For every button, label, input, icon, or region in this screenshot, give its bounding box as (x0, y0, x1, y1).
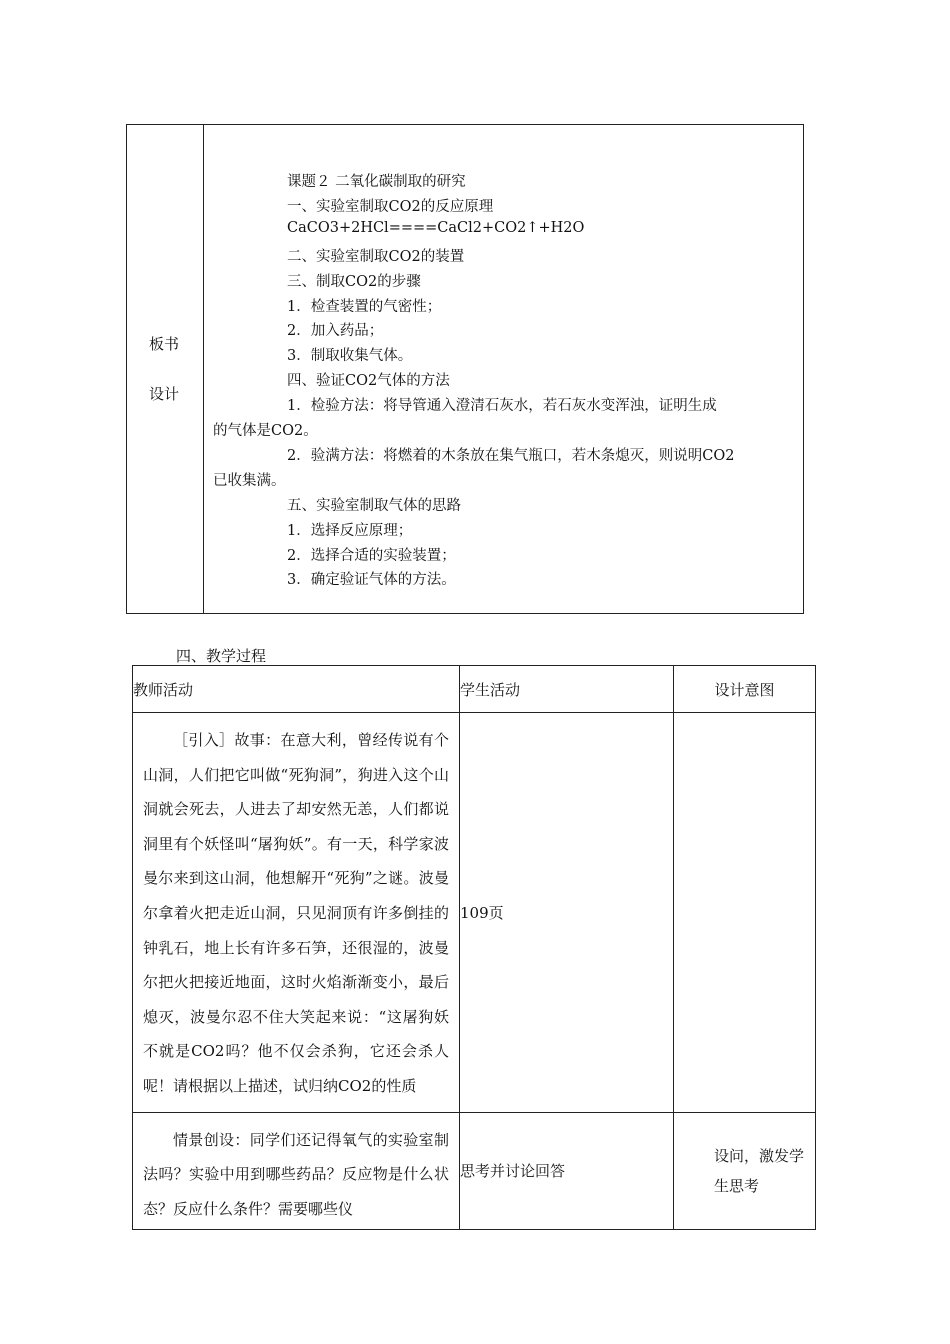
table-row (133, 1112, 816, 1229)
header-intent: 设计意图 (674, 666, 816, 713)
board-line: 的气体是CO2。 (213, 423, 318, 439)
teaching-process-table (132, 665, 816, 1230)
table-row (133, 713, 816, 1113)
board-line: 3．确定验证气体的方法。 (287, 572, 456, 589)
teacher-activity-text: ［引入］故事：在意大利，曾经传说有个山洞，人们把它叫做“死狗洞”，狗进入这个山洞就会死去，人进去了却安然无恙，人们都说洞里有个妖怪叫“屠狗妖”。有一天，科学家波曼尔来到这山洞，他想解开“死狗”之谜。波曼尔拿着火把走近山洞，只见洞顶有许多倒挂的钟乳石，地上长有许多石笋，还很湿的，波曼尔把火把接近地面，这时火焰渐渐变小，最后熄灭，波曼尔忍不住大笑起来说：“这屠狗妖不就是CO2吗？他不仅会杀狗，它还会杀人呢！请根据以上描述，试归纳CO2的性质 (143, 731, 449, 1095)
board-line: 2．验满方法：将燃着的木条放在集气瓶口，若木条熄灭，则说明CO2 (287, 447, 735, 464)
design-intent-cell: 设问，激发学生思考 (674, 1112, 816, 1229)
teacher-activity-cell (133, 713, 460, 1113)
board-line: 3．制取收集气体。 (287, 348, 413, 365)
board-label-bottom: 设计 (149, 385, 180, 403)
student-activity-cell: 思考并讨论回答 (460, 1112, 674, 1229)
section-heading: 四、教学过程 (176, 647, 267, 665)
board-design-box (126, 124, 804, 614)
teacher-activity-text: 情景创设：同学们还记得氧气的实验室制法吗？实验中用到哪些药品？反应物是什么状态？反应什么条件？需要哪些仪 (143, 1130, 449, 1218)
board-label-top: 板书 (149, 335, 180, 353)
board-line: 1．选择反应原理； (287, 522, 413, 539)
board-line: 五、实验室制取气体的思路 (287, 497, 461, 514)
board-line: 1．检验方法：将导管通入澄清石灰水，若石灰水变浑浊，证明生成 (287, 398, 717, 415)
board-line: 2．加入药品； (287, 323, 384, 340)
board-line: 1．检查装置的气密性； (287, 298, 442, 315)
board-line: CaCO3+2HCl====CaCl2+CO2↑+H2O (287, 219, 585, 236)
header-teacher: 教师活动 (133, 666, 460, 713)
board-line: 二、实验室制取CO2的装置 (287, 248, 465, 265)
board-line: 已收集满。 (213, 472, 286, 489)
board-line: 课题２ 二氧化碳制取的研究 (287, 174, 466, 190)
header-student: 学生活动 (460, 666, 674, 713)
board-line: 2．选择合适的实验装置； (287, 547, 456, 564)
design-intent-cell (674, 713, 816, 1113)
column-divider (203, 125, 204, 613)
teacher-activity-cell (133, 1112, 460, 1229)
board-line: 三、制取CO2的步骤 (287, 273, 421, 290)
board-line: 四、验证CO2气体的方法 (287, 373, 450, 390)
student-activity-cell: 109页 (460, 713, 674, 1113)
board-line: 一、实验室制取CO2的反应原理 (287, 198, 494, 215)
